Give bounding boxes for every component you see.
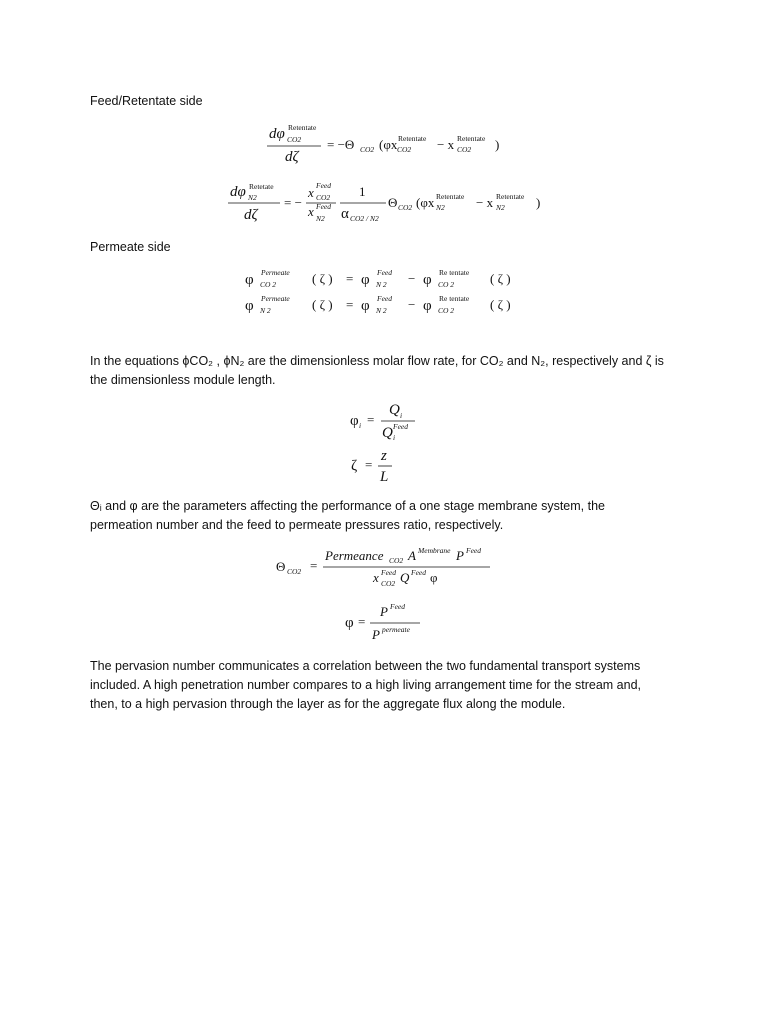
eq3-r2-eq: = — [346, 297, 354, 312]
eq2-f1-num-sub: CO2 — [316, 193, 331, 202]
eq3-r2-phi: φ — [245, 298, 254, 314]
eq2-theta-sub: CO2 — [398, 203, 413, 212]
eq1-num-sup: Retentate — [288, 123, 317, 132]
eq3-r1-phi2: φ — [361, 272, 370, 288]
eq2-paren-open: (φx — [416, 195, 435, 210]
p3-line1: The pervasion number communicates a correlation between the two fundamental transport systems — [90, 659, 641, 673]
eq2-f1-den-sup: Feed — [316, 202, 331, 211]
eq4-lhs-sub: i — [359, 421, 362, 430]
eq3-r2-sub2: N 2 — [376, 306, 387, 315]
eq6-den-a-sup: Feed — [381, 568, 396, 577]
eq6-lhs-sub: CO2 — [287, 567, 302, 576]
eq5-den: L — [380, 469, 389, 485]
p3-line3: then, to a high pervasion through the layer as for the aggregate flux along the module. — [90, 697, 566, 711]
eq2-minus: − x — [476, 195, 494, 210]
eq4-den: Q — [382, 425, 393, 441]
eq3-r2-phi3: φ — [423, 298, 432, 314]
eq3-r1-phi: φ — [245, 272, 254, 288]
eq2-f1-den-sub: N2 — [316, 214, 325, 223]
eq1-num-base: dφ — [269, 126, 285, 142]
eq6-num-b: A — [408, 548, 416, 563]
eq1-minus: − x — [437, 137, 455, 152]
eq2-num-sub: N2 — [248, 193, 257, 202]
eq2-x1-sup: Retentate — [436, 192, 465, 201]
eq1-rhs-sign: = −Θ — [327, 137, 355, 152]
eq2-f2-den-base: α — [341, 206, 349, 222]
eq2-num-base: dφ — [230, 184, 246, 200]
eq4-num-sub: i — [400, 411, 403, 420]
eq3-r2-arg2: ( ζ ) — [490, 297, 511, 312]
eq6-den-a-sub: CO2 — [381, 579, 396, 588]
eq4-lhs: φ — [350, 413, 359, 429]
equation-pressure-ratio — [340, 600, 430, 646]
eq4-eq: = — [367, 412, 375, 427]
eq3-r1-sub2: N 2 — [376, 280, 387, 289]
eq3-r2-sub: N 2 — [260, 306, 271, 315]
paragraph-dimensionless-flow — [90, 352, 690, 390]
eq5-num: z — [381, 448, 387, 464]
eq3-r1-minus: − — [408, 271, 416, 286]
eq6-den-c: φ — [430, 570, 438, 585]
eq7-den-sup: permeate — [382, 625, 410, 634]
eq3-r1-arg: ( ζ ) — [312, 271, 333, 286]
eq6-num-c: P — [456, 548, 464, 563]
eq7-num-sup: Feed — [390, 602, 405, 611]
eq3-r2-minus: − — [408, 297, 416, 312]
eq4-den-sup: Feed — [393, 422, 408, 431]
eq3-r2-sup2: Feed — [377, 294, 392, 303]
eq7-den: P — [372, 627, 380, 642]
eq1-paren-open: (φx — [379, 137, 398, 152]
eq3-r1-sub: CO 2 — [260, 280, 277, 289]
paragraph-parameters — [90, 497, 690, 535]
eq6-den-b-sup: Feed — [411, 568, 426, 577]
eq6-den-b: Q — [400, 570, 410, 585]
eq6-lhs: Θ — [276, 559, 286, 574]
eq1-close: ) — [495, 137, 500, 152]
eq3-r2-sup: Permeate — [261, 294, 290, 303]
p2-line2: permeation number and the feed to permeate pressures ratio, respectively. — [90, 518, 504, 532]
eq6-den-a: x — [373, 570, 379, 585]
eq2-num-sup: Retetate — [249, 182, 274, 191]
eq2-x2-sup: Retentate — [496, 192, 525, 201]
eq5-lhs: ζ — [351, 458, 358, 474]
equation-zeta — [348, 446, 408, 486]
eq1-x2-sup: Retentate — [457, 134, 486, 143]
eq3-r1-phi3: φ — [423, 272, 432, 288]
permeate-side-heading: Permeate side — [90, 240, 171, 254]
eq3-r2-sub3: CO 2 — [438, 306, 455, 315]
eq1-x2-sub: CO2 — [457, 145, 472, 154]
eq6-num-c-sup: Feed — [466, 546, 481, 555]
eq3-r2-sup3: Re tentate — [439, 294, 470, 303]
eq7-eq: = — [358, 614, 366, 629]
eq1-x1-sup: Retentate — [398, 134, 427, 143]
eq1-x1-sub: CO2 — [397, 145, 412, 154]
eq7-lhs: φ — [345, 615, 354, 631]
eq6-eq: = — [310, 558, 318, 573]
eq2-den: dζ — [244, 207, 258, 223]
equation-permeate — [240, 264, 540, 320]
eq6-num-a: Permeance — [325, 548, 384, 563]
eq2-f2-num: 1 — [359, 184, 366, 199]
eq5-eq: = — [365, 457, 373, 472]
eq3-r2-arg: ( ζ ) — [312, 297, 333, 312]
p2-line1: Θᵢ and φ are the parameters affecting the performance of a one stage membrane system, the — [90, 499, 605, 513]
eq2-x2-sub: N2 — [496, 203, 505, 212]
eq6-num-a-sub: CO2 — [389, 556, 404, 565]
eq2-theta: Θ — [388, 195, 398, 210]
eq3-r1-sub3: CO 2 — [438, 280, 455, 289]
eq2-f2-den-sub: CO2 / N2 — [350, 214, 379, 223]
equation-theta-co2 — [272, 544, 497, 592]
eq3-r1-sup3: Re tentate — [439, 268, 470, 277]
eq3-r1-eq: = — [346, 271, 354, 286]
eq3-r1-arg2: ( ζ ) — [490, 271, 511, 286]
eq6-num-b-sup: Membrane — [418, 546, 451, 555]
eq1-rhs-sub: CO2 — [360, 145, 375, 154]
eq2-eq-sign: = − — [284, 195, 302, 210]
eq4-num: Q — [389, 402, 400, 418]
eq1-den: dζ — [285, 149, 299, 165]
eq1-num-sub: CO2 — [287, 135, 302, 144]
eq2-f1-num-base: x — [308, 185, 314, 200]
feed-retentate-heading: Feed/Retentate side — [90, 94, 203, 108]
eq2-x1-sub: N2 — [436, 203, 445, 212]
p1-line1: In the equations ϕCO₂ , ϕN₂ are the dimensionless molar flow rate, for CO₂ and N₂, respectively and ζ is — [90, 354, 664, 368]
eq7-num: P — [380, 604, 388, 619]
paragraph-pervasion-number — [90, 657, 690, 714]
eq2-f1-num-sup: Feed — [316, 181, 331, 190]
p1-line2: the dimensionless module length. — [90, 373, 276, 387]
eq3-r1-sup: Permeate — [261, 268, 290, 277]
eq3-r1-sup2: Feed — [377, 268, 392, 277]
eq4-den-sub: i — [393, 433, 396, 442]
equation-retentate-n2 — [220, 176, 550, 228]
eq3-r2-phi2: φ — [361, 298, 370, 314]
equation-phi-i — [345, 398, 435, 444]
eq2-f1-den-base: x — [308, 204, 314, 219]
equation-retentate-co2 — [255, 118, 515, 168]
eq2-close: ) — [536, 195, 541, 210]
p3-line2: included. A high penetration number compares to a high living arrangement time for the stream and, — [90, 678, 642, 692]
